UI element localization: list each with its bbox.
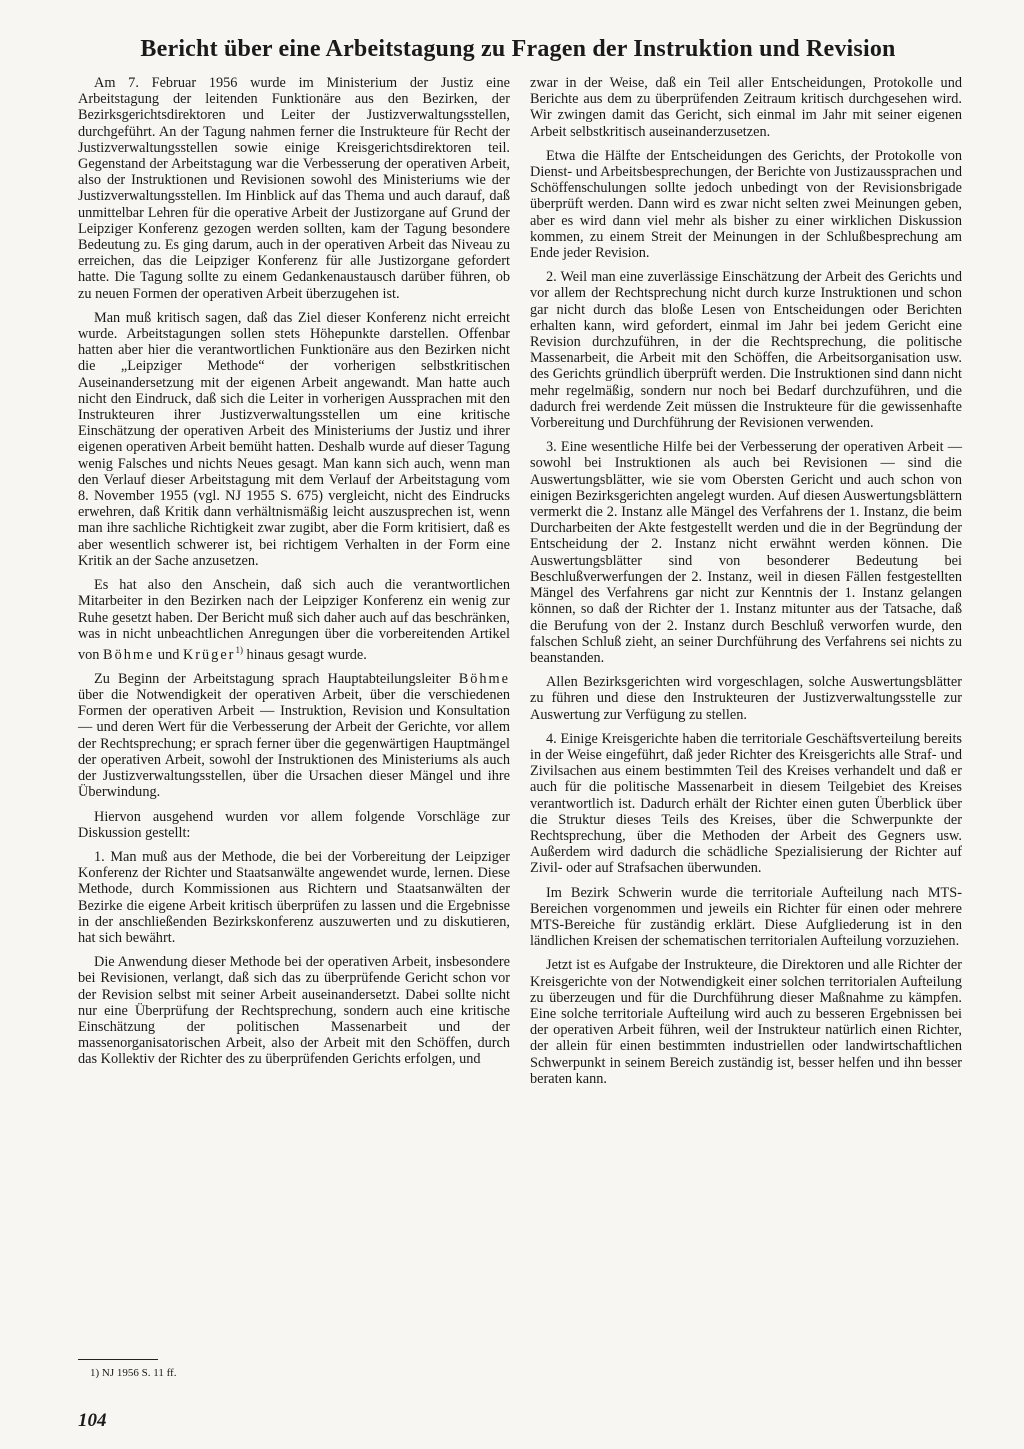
author-name: Böhme bbox=[458, 670, 510, 687]
left-column bbox=[78, 75, 510, 1076]
paragraph: Es hat also den Anschein, daß sich auch die verantwortlichen Mitarbeiter in den Bezirken nach der Leipziger Konferenz ein wenig zur Ruhe gesetzt haben. Der Bericht muß sich daher auch auf das beschränken, was in nicht unbeachtlichen Anregungen über die vorbereitenden Artikel von Böhme und Krüger$^{1)}$ hinaus gesagt wurde. bbox=[78, 577, 510, 663]
author-name: Krüger bbox=[182, 646, 236, 663]
paragraph: Hiervon ausgehend wurden vor allem folgende Vorschläge zur Diskussion gestellt: bbox=[78, 808, 510, 841]
paragraph: 1. Man muß aus der Methode, die bei der Vorbereitung der Leipziger Konferenz der Richter und Staatsanwälte angewendet wurde, lernen. Diese Methode, durch Kommissionen aus Richtern und Staatsanwälten der Bezirke die eigene Arbeit kritisch überprüfen zu lassen und die Ergebnisse in der anschließenden Bezirkskonferenz auszuwerten und zu diskutieren, hat sich bewährt. bbox=[78, 848, 510, 946]
footnote-marker: 1) bbox=[235, 644, 243, 655]
paragraph: Allen Bezirksgerichten wird vorgeschlagen, solche Auswertungsblätter zu führen und diese den Instrukteuren der Justizverwaltungsstelle zur Auswertung zur Verfügung zu stellen. bbox=[530, 674, 962, 723]
paragraph: Man muß kritisch sagen, daß das Ziel dieser Konferenz nicht erreicht wurde. Arbeitstagungen sollen stets Höhepunkte darstellen. Offenbar hatten aber hier die verantwortlichen Funktionäre aus den Bezirken nicht die „Leipziger Methode“ der vorherigen selbstkritischen Auseinandersetzung mit der eigenen Arbeit angewandt. Man hatte auch nicht den Eindruck, daß sich die Leiter in vorherigen Aussprachen mit den Instrukteuren ihrer Justizverwaltungsstellen um eine kritische Einschätzung der operativen Arbeit des Ministeriums der Justiz und ihrer eigenen operativen Arbeit bemüht hatten. Deshalb wurde auf dieser Tagung wenig Falsches und nichts Neues gesagt. Man kann sich auch, wenn man den Verlauf dieser Arbeitstagung mit dem Verlauf der Arbeitstagung vom 8. November 1955 (vgl. NJ 1955 S. 675) vergleicht, nicht des Eindrucks erwehren, daß Kritik dann verhältnismäßig leicht auszusprechen ist, wenn man ihre sachliche Richtigkeit zwar zugibt, aber die Form kritisiert, daß es aber wesentlich schwerer ist, bei richtigem Verhalten in der Form eine Kritik an der Sache anzusetzen. bbox=[78, 309, 510, 569]
right-column bbox=[530, 75, 962, 1095]
paragraph: Die Anwendung dieser Methode bei der operativen Arbeit, insbesondere bei Revisionen, verlangt, daß sich das zu überprüfende Gericht schon vor der Revision selbst mit seiner Arbeit auseinandersetzt. Dabei sollte nicht nur eine Überprüfung der Rechtsprechung, sondern auch eine kritische Einschätzung der politischen Massenarbeit und der massenorganisatorischen Arbeit, also der Arbeit mit den Schöffen, durch das Kollektiv der Richter des zu überprüfenden Gerichts erfolgen, und bbox=[78, 954, 510, 1068]
paragraph: Im Bezirk Schwerin wurde die territoriale Aufteilung nach MTS-Bereichen vorgenommen und jeweils ein Richter für einen oder mehrere MTS-Bereiche für zuständig erklärt. Diese Aufgliederung ist in den ländlichen Kreisen der schematischen territorialen Aufteilung vorzuziehen. bbox=[530, 884, 962, 950]
paragraph: 4. Einige Kreisgerichte haben die territoriale Geschäftsverteilung bereits in der Weise eingeführt, daß jeder Richter des Kreisgerichts alle Straf- und Zivilsachen aus einem bestimmten Teil des Kreises verhandelt und daß er auch für die politische Massenarbeit in diesem Teilgebiet des Kreises verantwortlich ist. Dadurch erhält der Richter einen guten Überblick über die Struktur dieses Teils des Kreises, über die Schwerpunkte der Rechtsprechung, über die Methoden der Arbeit des Gegners usw. Außerdem wird dadurch die schädliche Spezialisierung der Richter auf Zivil- oder auf Strafsachen überwunden. bbox=[530, 730, 962, 877]
page-number: 104 bbox=[78, 1410, 107, 1431]
footnote-divider bbox=[78, 1359, 158, 1360]
paragraph: Jetzt ist es Aufgabe der Instrukteure, die Direktoren und alle Richter der Kreisgerichte von der Notwendigkeit einer solchen territorialen Aufteilung zu überzeugen und für die Durchführung dieser Maßnahme zu kämpfen. Eine solche territoriale Aufteilung wird auch zu besseren Ergebnissen bei der operativen Arbeit führen, weil der Instrukteur natürlich einen Richter, der allein für einen bestimmten industriellen oder landwirtschaftlichen Schwerpunkt in seinem Bereich zuständig ist, besser helfen und ihn besser beraten kann. bbox=[530, 957, 962, 1087]
article-title: Bericht über eine Arbeitstagung zu Fragen der Instruktion und Revision bbox=[140, 36, 896, 62]
paragraph: 2. Weil man eine zuverlässige Einschätzung der Arbeit des Gerichts und vor allem der Rechtsprechung nicht durch kurze Instruktionen und schon gar nicht durch das bloße Lesen von Entscheidungen oder Berichten erhalten kann, wird gefordert, einmal im Jahr bei jedem Gericht eine Revision durchzuführen, in der die Rechtsprechung, die politische Massenarbeit, die Arbeit mit den Schöffen, die Arbeitsorganisation usw. des Gerichts gründlich überprüft werden. Die Instruktionen sind dann nicht mehr regelmäßig, sondern nur noch bei Bedarf durchzuführen, und die dadurch frei werdende Zeit müssen die Instrukteure für die gewissenhafte Vorbereitung und Durchführung der Revisionen verwenden. bbox=[530, 269, 962, 432]
footnote: 1) NJ 1956 S. 11 ff. bbox=[90, 1367, 177, 1379]
paragraph: Etwa die Hälfte der Entscheidungen des Gerichts, der Protokolle von Dienst- und Arbeitsbesprechungen, der Berichte von Justizaussprachen und Schöffenschulungen sollte jedoch unbedingt von der Revisionsbrigade überprüft werden. Dann wird es zwar nicht selten zwei Meinungen geben, aber es wird dann viel mehr als bisher zu einer wirklichen Diskussion kommen, zu einem Streit der Meinungen in der Schlußbesprechung am Ende jeder Revision. bbox=[530, 147, 962, 262]
paragraph: 3. Eine wesentliche Hilfe bei der Verbesserung der operativen Arbeit — sowohl bei Instruktionen als auch bei Revisionen — sind die Auswertungsblätter, wie sie vom Obersten Gericht und auch schon von einigen Bezirksgerichten angelegt wurden. Auf diesen Auswertungsblättern vermerkt die 2. Instanz alle Mängel des Verfahrens der 1. Instanz, die beim Durcharbeiten der Akte festgestellt werden und die in der Begründung der Entscheidung der 2. Instanz nicht erwähnt werden können. Die Auswertungsblätter sind von besonderer Bedeutung bei Beschlußverwerfungen der 2. Instanz, weil in diesen Fällen festgestellten Mängel des Verfahrens gar nicht zur Kenntnis der 1. Instanz gelangen können, so daß der Richter der 1. Instanz mitunter aus der Tatsache, daß die Berufung von der 2. Instanz durch Beschluß verworfen wurde, den falschen Schluß zieht, an seiner Durchführung des Verfahrens sei nichts zu beanstanden. bbox=[530, 439, 962, 666]
paragraph: Zu Beginn der Arbeitstagung sprach Hauptabteilungsleiter Böhme über die Notwendigkeit der operativen Arbeit, über die verschiedenen Formen der operativen Arbeit — Instruktion, Revision und Konsultation — und deren Wert für die Verbesserung der Arbeit der Gerichte, vor allem der Rechtsprechung; er sprach ferner über die gegenwärtigen Hauptmängel der operativen Arbeit, sowohl der Instruktionen des Ministeriums als auch der Justizverwaltungsstellen, über die Ursachen dieser Mängel und ihre Überwindung. bbox=[78, 670, 510, 801]
paragraph: zwar in der Weise, daß ein Teil aller Entscheidungen, Protokolle und Berichte aus dem zu überprüfenden Zeitraum kritisch durchgesehen wird. Wir zwingen damit das Gericht, sich einmal im Jahr mit seiner eigenen Arbeit selbstkritisch auseinanderzusetzen. bbox=[530, 75, 962, 140]
author-name: Böhme bbox=[103, 646, 155, 663]
paragraph: Am 7. Februar 1956 wurde im Ministerium der Justiz eine Arbeitstagung der leitenden Funktionäre aus den Bezirken, der Bezirksgerichtsdirektoren und Leiter der Justizverwaltungsstellen, durchgeführt. An der Tagung nahmen ferner die Instrukteure für Recht der Justizverwaltungsstellen sowie einige Kreisgerichtsdirektoren teil. Gegenstand der Arbeitstagung war die Verbesserung der operativen Arbeit, also der Instruktionen und Revisionen sowohl des Ministeriums wie der Justizverwaltungsstellen. Im Hinblick auf das Thema und auch darauf, daß unmittelbar Lehren für die operative Arbeit der Justizorgane auf Grund der Leipziger Konferenz gezogen werden sollten, kam der Tagung besondere Bedeutung zu. Es ging darum, auch in der operativen Arbeit das Niveau zu erreichen, das die Leipziger Konferenz für alle Justizorgane gefordert hatte. Die Tagung sollte zu einem Gedankenaustausch darüber führen, ob zu neuen Formen der operativen Arbeit überzugehen ist. bbox=[78, 75, 510, 302]
